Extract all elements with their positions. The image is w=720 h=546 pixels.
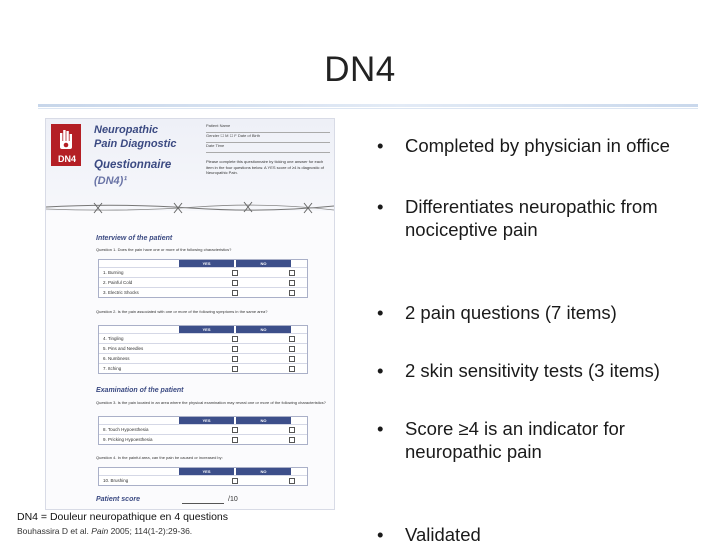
checkbox <box>232 346 238 352</box>
dn4-logo-text: DN4 <box>58 154 77 164</box>
checkbox <box>289 356 295 362</box>
item-label: 1. Burning <box>103 270 124 275</box>
interview-heading: Interview of the patient <box>96 235 173 242</box>
checkbox <box>289 290 295 296</box>
table-row <box>99 353 307 363</box>
item-label: 7. Itching <box>103 366 122 371</box>
yes-header: YES <box>179 326 234 333</box>
checkbox <box>232 290 238 296</box>
bullet-item <box>377 523 707 546</box>
no-header: NO <box>236 468 291 475</box>
question-3: Question 3. Is the pain located in an area where the physical examination may reveal one or more of the following characteristics? <box>96 400 326 405</box>
checkbox <box>232 366 238 372</box>
item-label: 4. Tingling <box>103 336 124 341</box>
checkbox <box>289 366 295 372</box>
yes-header: YES <box>179 417 234 424</box>
bullet-marker: • <box>377 418 384 439</box>
form-title-line2: Pain Diagnostic <box>94 138 177 150</box>
title-divider-shadow <box>38 108 698 109</box>
table-row <box>99 343 307 353</box>
title-divider <box>38 104 698 107</box>
bullet-text: Validated <box>405 524 481 545</box>
table-row <box>99 475 307 485</box>
bullet-text: 2 skin sensitivity tests (3 items) <box>405 360 660 381</box>
citation <box>17 526 192 536</box>
question-1-table <box>98 259 308 298</box>
checkbox <box>232 437 238 443</box>
item-label: 2. Painful Cold <box>103 280 133 285</box>
checkbox <box>289 427 295 433</box>
item-label: 9. Pricking Hypoesthesia <box>103 437 153 442</box>
bullet-item <box>377 417 707 463</box>
bullet-marker: • <box>377 302 384 323</box>
table-row <box>99 267 307 277</box>
checkbox <box>232 270 238 276</box>
barbed-wire-icon <box>46 197 334 219</box>
checkbox <box>232 427 238 433</box>
checkbox <box>289 336 295 342</box>
item-label: 5. Pins and Needles <box>103 346 144 351</box>
table-row <box>99 434 307 444</box>
table-row <box>99 363 307 373</box>
patient-name-field: Patient Name <box>206 123 330 133</box>
date-time-field: Date Time <box>206 143 330 153</box>
checkbox <box>289 280 295 286</box>
table-row <box>99 424 307 434</box>
citation-details: 2005; 114(1-2):29-36. <box>108 526 193 536</box>
examination-heading: Examination of the patient <box>96 387 184 394</box>
form-instructions: Please complete this questionnaire by ticking one answer for each item in the four questions below. A YES score of ≥4 is diagnostic of Neuropathic Pain. <box>206 159 324 175</box>
bullet-item <box>377 134 707 157</box>
slide-title: DN4 <box>324 50 396 89</box>
table-row <box>99 287 307 297</box>
footnote: DN4 = Douleur neuropathique en 4 questions <box>17 511 229 523</box>
bullet-text: Differentiates neuropathic from nociceptive pain <box>405 196 658 240</box>
item-label: 10. Brushing <box>103 478 129 483</box>
bullet-item <box>377 359 707 382</box>
item-label: 3. Electric Shocks <box>103 290 139 295</box>
item-label: 6. Numbness <box>103 356 130 361</box>
bullet-text: Completed by physician in office <box>405 135 670 156</box>
bullet-marker: • <box>377 524 384 545</box>
dn4-questionnaire-image <box>45 118 335 510</box>
form-title-line1: Neuropathic <box>94 124 159 136</box>
checkbox <box>232 356 238 362</box>
patient-fields <box>206 123 330 153</box>
yes-header: YES <box>179 260 234 267</box>
no-header: NO <box>236 326 291 333</box>
form-title-line4: (DN4)¹ <box>94 175 127 187</box>
bullet-item <box>377 195 707 241</box>
bullet-marker: • <box>377 196 384 217</box>
score-blank-line <box>182 503 224 504</box>
question-4-table <box>98 467 308 486</box>
checkbox <box>289 346 295 352</box>
patient-score-label: Patient score <box>96 496 140 503</box>
citation-journal: Pain <box>91 526 109 536</box>
yes-header: YES <box>179 468 234 475</box>
question-1: Question 1. Does the pain have one or more of the following characteristics? <box>96 247 232 252</box>
bullet-text: 2 pain questions (7 items) <box>405 302 617 323</box>
bullet-marker: • <box>377 135 384 156</box>
item-label: 8. Touch Hypoesthesia <box>103 427 149 432</box>
no-header: NO <box>236 260 291 267</box>
checkbox <box>289 270 295 276</box>
question-4: Question 4. In the painful area, can the pain be caused or increased by: <box>96 455 223 460</box>
table-row <box>99 277 307 287</box>
score-total: /10 <box>228 496 238 503</box>
dn4-logo <box>51 124 81 166</box>
question-2-table <box>98 325 308 374</box>
citation-authors: Bouhassira D et al. <box>17 526 92 536</box>
form-title-line3: Questionnaire <box>94 159 172 171</box>
bullet-text: Score ≥4 is an indicator for neuropathic pain <box>405 418 625 462</box>
bullet-item <box>377 301 707 324</box>
no-header: NO <box>236 417 291 424</box>
checkbox <box>232 336 238 342</box>
checkbox <box>289 478 295 484</box>
bullet-marker: • <box>377 360 384 381</box>
question-3-table <box>98 416 308 445</box>
checkbox <box>232 478 238 484</box>
table-row <box>99 333 307 343</box>
gender-dob-field: Gender ☐ M ☐ F Date of Birth <box>206 133 330 143</box>
checkbox <box>289 437 295 443</box>
checkbox <box>232 280 238 286</box>
bullet-list <box>377 134 707 545</box>
question-2: Question 2. Is the pain associated with one or more of the following symptoms in the same area? <box>96 309 268 314</box>
hand-icon <box>59 129 73 151</box>
